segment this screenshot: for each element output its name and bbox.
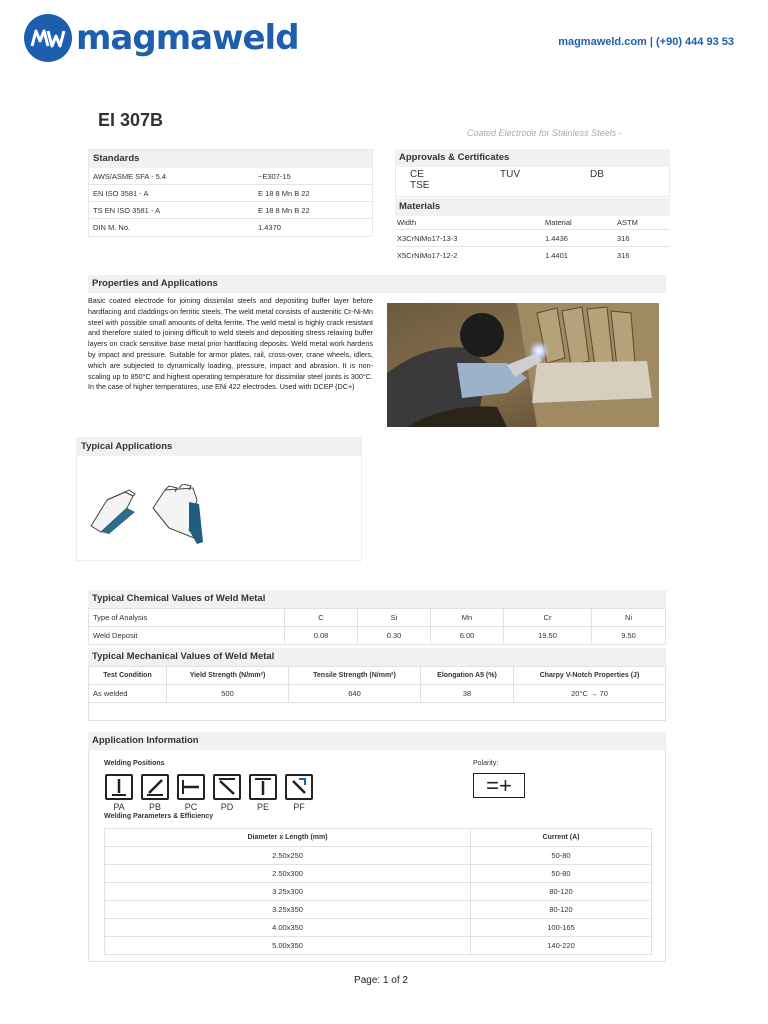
materials-header: Width bbox=[397, 218, 417, 227]
logo-mark-icon bbox=[24, 14, 72, 62]
table-header-row bbox=[89, 667, 666, 685]
standard-name: DIN M. No. bbox=[93, 223, 131, 232]
position-label: PA bbox=[113, 802, 125, 812]
table-cell: 0.08 bbox=[285, 627, 358, 645]
bucket-tooth-illustration bbox=[85, 486, 139, 541]
position-pf bbox=[285, 774, 313, 812]
table-cell: 2.50x300 bbox=[105, 865, 471, 883]
material-number: 1.4436 bbox=[545, 234, 568, 243]
materials-header: ASTM bbox=[617, 218, 638, 227]
position-pf-icon bbox=[285, 774, 313, 800]
position-pa-icon bbox=[105, 774, 133, 800]
position-pe bbox=[249, 774, 277, 812]
table-cell: 9.50 bbox=[592, 627, 666, 645]
material-astm: 316 bbox=[617, 234, 630, 243]
material-row bbox=[395, 247, 670, 264]
position-pc-icon bbox=[177, 774, 205, 800]
table-cell: Weld Deposit bbox=[89, 627, 285, 645]
approval-tse: TSE bbox=[410, 180, 430, 191]
column-header: C bbox=[285, 609, 358, 627]
column-header: Current (A) bbox=[471, 829, 652, 847]
welding-positions bbox=[105, 774, 321, 812]
table-cell: 100-165 bbox=[471, 919, 652, 937]
position-label: PC bbox=[184, 802, 198, 812]
mechanical-values-table bbox=[88, 666, 666, 721]
table-row bbox=[105, 937, 652, 955]
product-title: EI 307B bbox=[98, 110, 164, 130]
standard-value: ~E307-15 bbox=[258, 172, 291, 181]
table-row bbox=[105, 901, 652, 919]
standards-panel bbox=[88, 149, 373, 237]
materials-panel bbox=[395, 198, 670, 264]
column-header: Type of Analysis bbox=[89, 609, 285, 627]
standard-row bbox=[89, 168, 372, 185]
table-cell: 38 bbox=[421, 685, 514, 703]
welding-params-label: Welding Parameters & Efficiency bbox=[104, 813, 214, 820]
standard-row bbox=[89, 202, 372, 219]
excavator-bucket-illustration bbox=[149, 484, 209, 551]
table-row bbox=[89, 685, 666, 703]
position-pc bbox=[177, 774, 205, 812]
column-header: Charpy V-Notch Properties (J) bbox=[514, 667, 666, 685]
properties-text: Basic coated electrode for joining dissimilar steels and depositing buffer layer before hardfacing and claddings on ferritic steels. The weld metal consists of austenitic Cr-Ni-Mn steel with possible small amounts of delta ferrite. The weld metal is highly crack resistant and therefore suited to joining difficult to weld steels and depositing stress relaxing buffer layers on crack sensitive base metal prior hardfacing deposits. Weld metal work hardens by impact and pressure. Suitable for armor plates, rail, cross-over, crane wheels, idlers, which are subjected to dynamically loading, pressure, impact and abrasion. It is non-scaling up to 850°C and highest operating temperature for dissimilar steel joints is 300°C. In the case of higher temperatures, use ENi 422 electrodes. Used with DCEP (DC+) bbox=[88, 296, 373, 392]
standards-title: Standards bbox=[89, 150, 372, 168]
standard-value: E 18 8 Mn B 22 bbox=[258, 206, 310, 215]
table-cell: 19.50 bbox=[504, 627, 592, 645]
table-cell: 80-120 bbox=[471, 883, 652, 901]
material-number: 1.4401 bbox=[545, 251, 568, 260]
materials-header-row bbox=[395, 216, 670, 230]
chemical-values-table bbox=[88, 608, 666, 645]
position-label: PE bbox=[256, 802, 269, 812]
table-row bbox=[105, 919, 652, 937]
table-cell: 50-80 bbox=[471, 847, 652, 865]
standard-row bbox=[89, 219, 372, 236]
approval-ce: CE bbox=[410, 169, 424, 180]
column-header: Si bbox=[358, 609, 431, 627]
table-cell: 3.25x300 bbox=[105, 883, 471, 901]
position-pd-icon bbox=[213, 774, 241, 800]
table-row bbox=[105, 883, 652, 901]
properties-title: Properties and Applications bbox=[88, 275, 666, 293]
product-subtitle: Coated Electrode for Stainless Steels - bbox=[467, 128, 622, 138]
brand-name: magmaweld bbox=[76, 18, 299, 58]
typical-applications-panel bbox=[76, 437, 362, 561]
table-cell: 80-120 bbox=[471, 901, 652, 919]
table-cell: 500 bbox=[167, 685, 289, 703]
mechanical-values-title: Typical Mechanical Values of Weld Metal bbox=[88, 648, 666, 666]
material-name: X3CrNiMo17-13-3 bbox=[397, 234, 458, 243]
column-header: Tensile Strength (N/mm²) bbox=[289, 667, 421, 685]
approvals-panel bbox=[395, 149, 670, 197]
material-name: X5CrNiMo17-12-2 bbox=[397, 251, 458, 260]
chemical-values-panel bbox=[88, 590, 666, 645]
approval-tuv: TUV bbox=[500, 169, 520, 180]
approval-db: DB bbox=[590, 169, 604, 180]
brand-logo bbox=[24, 14, 299, 62]
table-cell: 0.30 bbox=[358, 627, 431, 645]
table-row bbox=[105, 865, 652, 883]
materials-header: Material bbox=[545, 218, 572, 227]
welding-params-table bbox=[104, 828, 652, 955]
standard-value: 1.4370 bbox=[258, 223, 281, 232]
position-pd bbox=[213, 774, 241, 812]
standard-name: EN ISO 3581 - A bbox=[93, 189, 149, 198]
mechanical-values-panel bbox=[88, 648, 666, 721]
application-info-panel bbox=[88, 732, 666, 962]
column-header: Cr bbox=[504, 609, 592, 627]
table-row bbox=[105, 847, 652, 865]
materials-title: Materials bbox=[395, 198, 670, 216]
table-cell: 4.00x350 bbox=[105, 919, 471, 937]
position-label: PB bbox=[148, 802, 161, 812]
column-header: Yield Strength (N/mm²) bbox=[167, 667, 289, 685]
column-header: Mn bbox=[431, 609, 504, 627]
table-header-row bbox=[89, 609, 666, 627]
material-row bbox=[395, 230, 670, 247]
contact-info[interactable]: magmaweld.com | (+90) 444 93 53 bbox=[558, 36, 734, 48]
approvals-title: Approvals & Certificates bbox=[395, 149, 670, 167]
table-cell: 20°C → 70 bbox=[514, 685, 666, 703]
column-header: Elongation A5 (%) bbox=[421, 667, 514, 685]
table-cell: 6.00 bbox=[431, 627, 504, 645]
position-pe-icon bbox=[249, 774, 277, 800]
table-cell: As welded bbox=[89, 685, 167, 703]
application-info-title: Application Information bbox=[88, 732, 666, 750]
position-pa bbox=[105, 774, 133, 812]
position-pb-icon bbox=[141, 774, 169, 800]
welding-photo bbox=[387, 303, 659, 427]
column-header: Ni bbox=[592, 609, 666, 627]
position-pb bbox=[141, 774, 169, 812]
table-header-row bbox=[105, 829, 652, 847]
table-cell: 640 bbox=[289, 685, 421, 703]
table-cell: 140-220 bbox=[471, 937, 652, 955]
polarity-label: Polarity: bbox=[473, 760, 499, 767]
typical-applications-title: Typical Applications bbox=[77, 438, 361, 456]
page-number: Page: 1 of 2 bbox=[354, 975, 408, 986]
table-cell: 3.25x350 bbox=[105, 901, 471, 919]
position-label: PD bbox=[220, 802, 234, 812]
welding-positions-label: Welding Positions bbox=[104, 760, 165, 767]
standard-value: E 18 8 Mn B 22 bbox=[258, 189, 310, 198]
properties-section bbox=[88, 275, 666, 293]
table-cell: 2.50x250 bbox=[105, 847, 471, 865]
standard-row bbox=[89, 185, 372, 202]
column-header: Test Condition bbox=[89, 667, 167, 685]
table-row bbox=[89, 627, 666, 645]
standard-name: TS EN ISO 3581 - A bbox=[93, 206, 161, 215]
table-row-empty bbox=[89, 703, 666, 721]
column-header: Diameter x Length (mm) bbox=[105, 829, 471, 847]
table-cell: 50-80 bbox=[471, 865, 652, 883]
chemical-values-title: Typical Chemical Values of Weld Metal bbox=[88, 590, 666, 608]
table-cell: 5.00x350 bbox=[105, 937, 471, 955]
standard-name: AWS/ASME SFA - 5.4 bbox=[93, 172, 167, 181]
position-label: PF bbox=[293, 802, 305, 812]
polarity-symbol: =+ bbox=[473, 773, 525, 798]
material-astm: 316 bbox=[617, 251, 630, 260]
